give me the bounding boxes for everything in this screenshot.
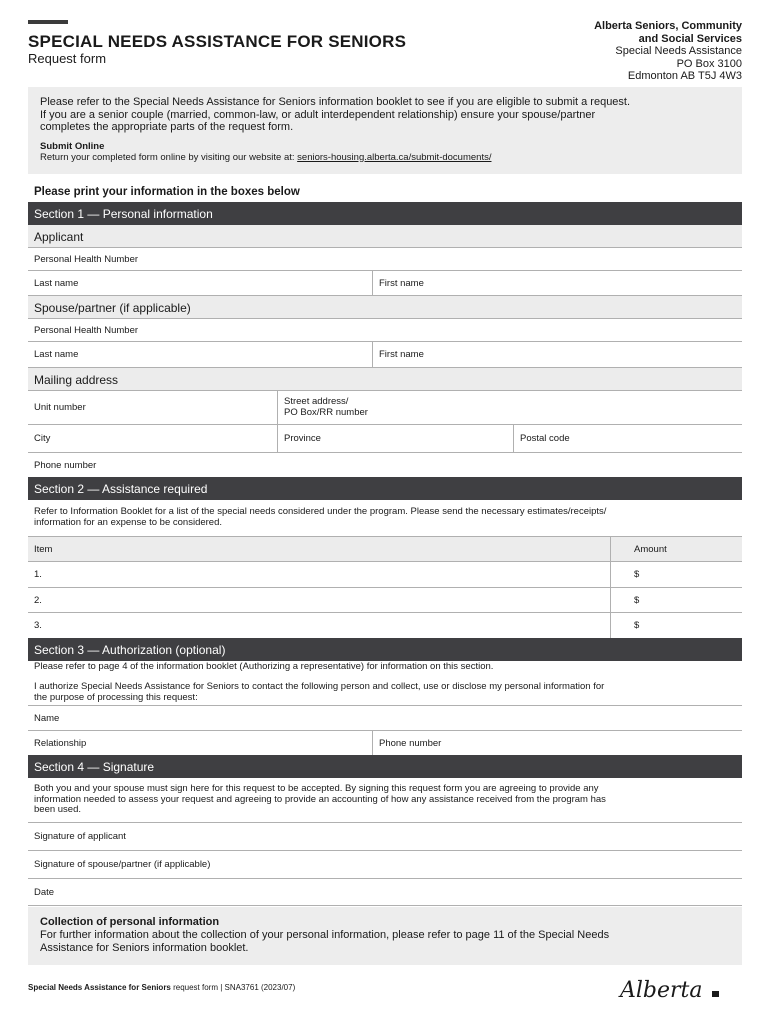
- form-title: SPECIAL NEEDS ASSISTANCE FOR SENIORS: [28, 32, 407, 51]
- address-line: PO Box 3100: [676, 57, 742, 70]
- submit-text: Return your completed form online by visiting our website at:: [40, 151, 298, 163]
- applicant-phn-label: Personal Health Number: [34, 253, 139, 265]
- item-field[interactable]: 2.: [34, 594, 42, 606]
- section2-intro-line: information for an expense to be considered.: [34, 516, 223, 528]
- section3-note: Please refer to page 4 of the information booklet (Authorizing a representative) for information on this section.: [34, 661, 494, 672]
- footer-form-name: Special Needs Assistance for Seniors: [28, 983, 171, 992]
- spouse-name-row: [28, 342, 742, 368]
- intro-line: Please refer to the Special Needs Assistance for Seniors information booklet to see if you are eligible to submit a request.: [40, 96, 631, 108]
- header-rule: [28, 20, 68, 24]
- applicant-last-name-field[interactable]: Last name: [34, 277, 79, 289]
- amount-field[interactable]: $: [610, 562, 742, 587]
- spouse-last-name-field[interactable]: Last name: [34, 349, 79, 360]
- applicant-signature-field: Signature of applicant: [34, 831, 126, 842]
- section2-intro-line: Refer to Information Booklet for a list of the special needs considered under the program. Please send the necessary estimates/receipts/: [34, 506, 607, 517]
- signature-text-line: Both you and your spouse must sign here for this request to be accepted. By signing this request form you are agreeing to provide any: [34, 783, 599, 794]
- city-row: [28, 425, 742, 453]
- province-field[interactable]: Province: [277, 425, 513, 452]
- representative-name-row[interactable]: [28, 705, 742, 731]
- relationship-field[interactable]: Relationship: [34, 737, 87, 749]
- items-header-row: [28, 536, 742, 562]
- submit-online-heading: Submit Online: [40, 140, 105, 152]
- address-line: and Social Services: [638, 32, 742, 45]
- representative-name-field: Name: [34, 712, 60, 724]
- representative-relationship-row: [28, 731, 742, 755]
- applicant-first-name-field[interactable]: First name: [372, 271, 742, 295]
- item-field[interactable]: 3.: [34, 620, 42, 631]
- postal-code-field[interactable]: Postal code: [513, 425, 742, 452]
- spouse-heading: Spouse/partner (if applicable): [28, 296, 742, 319]
- spouse-signature-row[interactable]: [28, 851, 742, 879]
- intro-box: [28, 87, 742, 174]
- applicant-signature-row[interactable]: [28, 822, 742, 851]
- collection-heading: Collection of personal information: [40, 916, 220, 928]
- amount-column-header: Amount: [610, 537, 742, 561]
- date-field: Date: [34, 886, 55, 898]
- ministry-address: [594, 20, 742, 83]
- footer-form-number: request form | SNA3761 (2023/07): [170, 983, 296, 992]
- street-label: Street address/: [284, 396, 349, 407]
- submit-online-text: [40, 152, 730, 163]
- date-row[interactable]: [28, 879, 742, 906]
- phone-number-field: Phone number: [34, 459, 97, 471]
- spouse-signature-field: Signature of spouse/partner (if applicable): [34, 859, 211, 870]
- applicant-heading: Applicant: [28, 225, 742, 248]
- footer-form-id: [28, 983, 295, 992]
- address-line: Edmonton AB T5J 4W3: [627, 70, 742, 82]
- po-box-label: PO Box/RR number: [284, 406, 368, 418]
- street-address-field[interactable]: [277, 391, 742, 424]
- alberta-logo: [618, 975, 728, 1005]
- mailing-heading: Mailing address: [28, 368, 742, 391]
- collection-line: For further information about the collection of your personal information, please refer to page 11 of the Special Needs: [40, 929, 610, 941]
- print-instructions: Please print your information in the boxes below: [34, 186, 300, 198]
- authorization-line: the purpose of processing this request:: [34, 691, 198, 703]
- section4-header: Section 4 — Signature: [28, 755, 742, 778]
- address-line: Special Needs Assistance: [615, 45, 742, 57]
- section1-header: Section 1 — Personal information: [28, 202, 742, 225]
- table-row: [28, 613, 742, 638]
- authorization-line: I authorize Special Needs Assistance for Seniors to contact the following person and collect, use or disclose my personal information for: [34, 681, 605, 692]
- table-row: [28, 562, 742, 588]
- address-line: Alberta Seniors, Community: [594, 20, 742, 32]
- submit-documents-link[interactable]: seniors-housing.alberta.ca/submit-documents/: [297, 151, 492, 163]
- section2-intro: [34, 507, 734, 528]
- section4-text: [34, 784, 734, 816]
- item-column-header: Item: [34, 543, 53, 555]
- signature-text-line: been used.: [34, 804, 82, 815]
- representative-phone-field[interactable]: Phone number: [372, 731, 742, 755]
- applicant-name-row: [28, 271, 742, 296]
- spouse-phn-label: Personal Health Number: [34, 324, 139, 336]
- section3-header: Section 3 — Authorization (optional): [28, 638, 742, 661]
- intro-line: completes the appropriate parts of the request form.: [40, 121, 294, 133]
- city-field[interactable]: City: [34, 433, 51, 444]
- applicant-phn-row[interactable]: [28, 248, 742, 271]
- alberta-logo-mark: [712, 991, 719, 997]
- table-row: [28, 588, 742, 613]
- signature-text-line: information needed to assess your request and agreeing to provide an accounting of how any assistance received from the program has: [34, 793, 606, 805]
- item-field[interactable]: 1.: [34, 569, 42, 580]
- collection-notice: [28, 907, 742, 965]
- address-row: [28, 391, 742, 425]
- alberta-logo-text: Alberta: [620, 978, 703, 1003]
- section3-authorization: [34, 682, 734, 703]
- form-subtitle: Request form: [28, 51, 107, 66]
- section2-header: Section 2 — Assistance required: [28, 477, 742, 500]
- spouse-phn-row[interactable]: [28, 319, 742, 342]
- amount-field[interactable]: $: [610, 588, 742, 612]
- spouse-first-name-field[interactable]: First name: [372, 342, 742, 367]
- amount-field[interactable]: $: [610, 613, 742, 638]
- phone-row[interactable]: [28, 453, 742, 477]
- unit-number-field[interactable]: Unit number: [34, 402, 86, 413]
- collection-line: Assistance for Seniors information booklet.: [40, 942, 249, 954]
- intro-line: If you are a senior couple (married, common-law, or adult interdependent relationship) ensure your spouse/partner: [40, 108, 596, 121]
